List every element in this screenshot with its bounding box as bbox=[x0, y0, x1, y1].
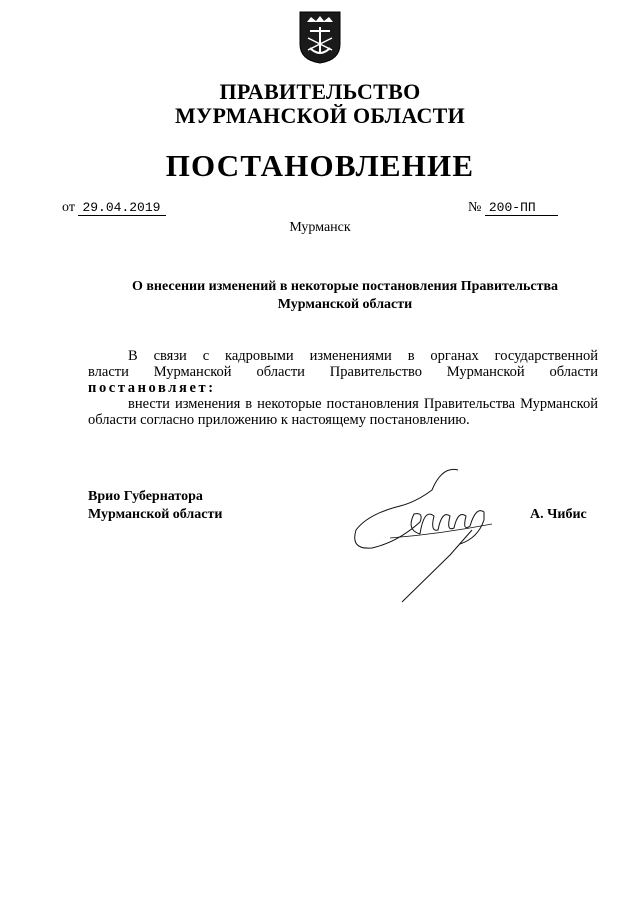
signer-position bbox=[88, 488, 222, 524]
document-date-row bbox=[62, 200, 166, 216]
document-city: Мурманск bbox=[289, 220, 351, 235]
document-date: 29.04.2019 bbox=[78, 200, 166, 216]
coat-of-arms-icon bbox=[298, 10, 342, 64]
signer-name: А. Чибис bbox=[530, 507, 587, 522]
body-paragraph2: внести изменения в некоторые постановления Правительства Мурманской области согласно приложению к настоящему постановлению. bbox=[88, 396, 598, 428]
date-prefix: от bbox=[62, 200, 75, 215]
government-name-line1: ПРАВИТЕЛЬСТВО bbox=[219, 79, 421, 104]
subject-line1: О внесении изменений в некоторые постановления Правительства bbox=[131, 279, 559, 294]
body-paragraph1-line1: В связи с кадровыми изменениями в органах государственной bbox=[128, 348, 598, 364]
document-type-title: ПОСТАНОВЛЕНИЕ bbox=[165, 148, 475, 183]
decides-word: постановляет: bbox=[88, 380, 216, 396]
government-name-line2: МУРМАНСКОЙ ОБЛАСТИ bbox=[174, 103, 466, 128]
document-body bbox=[88, 348, 598, 428]
document-number-row bbox=[468, 200, 558, 216]
signer-position-line2: Мурманской области bbox=[88, 507, 223, 522]
signer-position-line1: Врио Губернатора bbox=[88, 489, 203, 504]
document-number: 200-ПП bbox=[485, 200, 558, 216]
body-paragraph1-line2: власти Мурманской области Правительство Мурманской области bbox=[88, 364, 598, 380]
handwritten-signature-icon bbox=[350, 460, 510, 610]
number-prefix: № bbox=[468, 200, 482, 215]
document-subject bbox=[102, 278, 588, 314]
subject-line2: Мурманской области bbox=[277, 297, 413, 312]
